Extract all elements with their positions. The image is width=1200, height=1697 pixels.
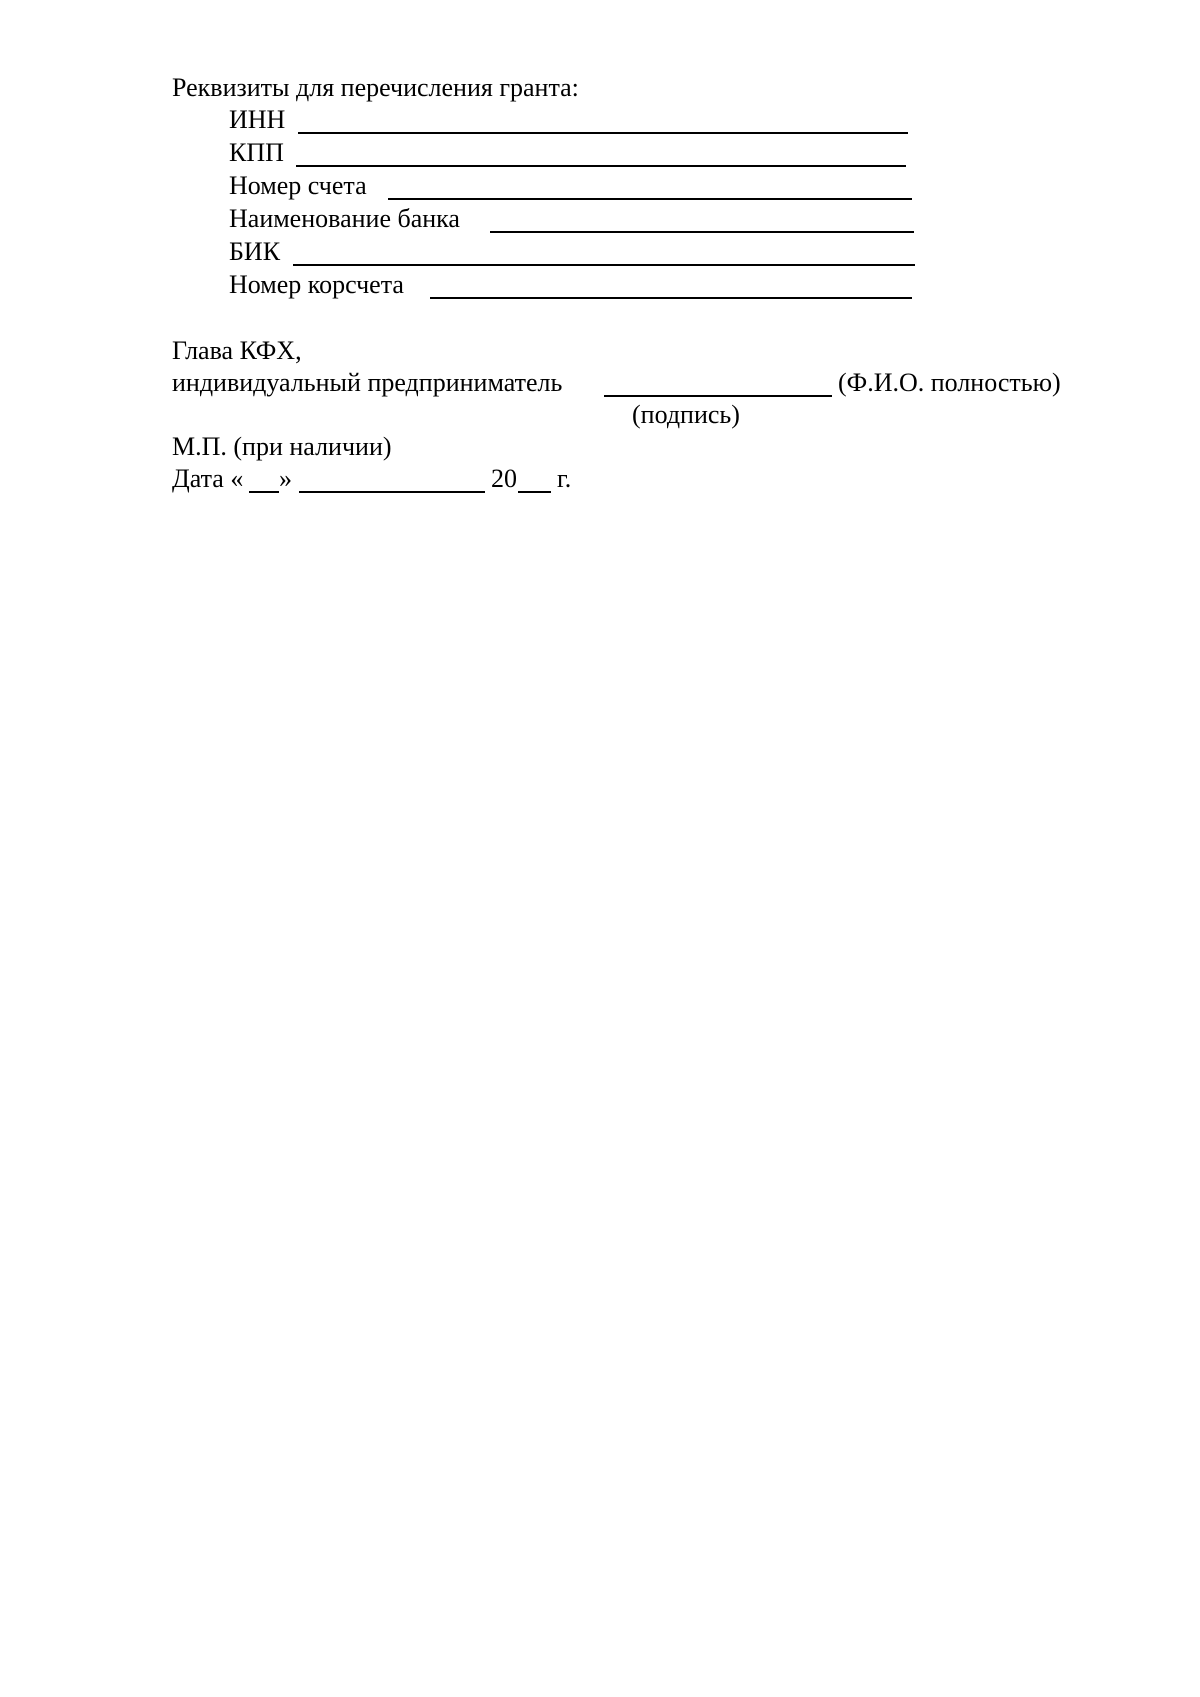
requisites-heading: Реквизиты для перечисления гранта: xyxy=(172,73,579,102)
date-label: Дата « xyxy=(172,464,244,493)
signatory-title-line2: индивидуальный предприниматель xyxy=(172,368,563,397)
signatory-title-line1: Глава КФХ, xyxy=(172,336,302,365)
full-name-hint: (Ф.И.О. полностью) xyxy=(838,368,1061,397)
field-label-bik: БИК xyxy=(229,237,281,266)
field-label-account-number: Номер счета xyxy=(229,171,367,200)
date-month-input-line[interactable] xyxy=(299,491,485,493)
bik-input-line[interactable] xyxy=(293,264,915,266)
signature-input-line[interactable] xyxy=(604,395,832,397)
date-year-prefix: 20 xyxy=(491,464,517,493)
account-number-input-line[interactable] xyxy=(388,198,912,200)
date-year-input-line[interactable] xyxy=(518,491,551,493)
field-label-inn: ИНН xyxy=(229,105,286,134)
date-close-quote: » xyxy=(279,464,292,493)
signature-hint: (подпись) xyxy=(632,400,740,429)
bank-name-input-line[interactable] xyxy=(490,231,914,233)
kpp-input-line[interactable] xyxy=(296,165,906,167)
date-day-input-line[interactable] xyxy=(249,491,279,493)
field-label-correspondent-account: Номер корсчета xyxy=(229,270,404,299)
correspondent-account-input-line[interactable] xyxy=(430,297,912,299)
stamp-label: М.П. (при наличии) xyxy=(172,432,392,461)
date-year-suffix: г. xyxy=(557,464,572,493)
field-label-kpp: КПП xyxy=(229,138,284,167)
field-label-bank-name: Наименование банка xyxy=(229,204,460,233)
inn-input-line[interactable] xyxy=(298,132,908,134)
